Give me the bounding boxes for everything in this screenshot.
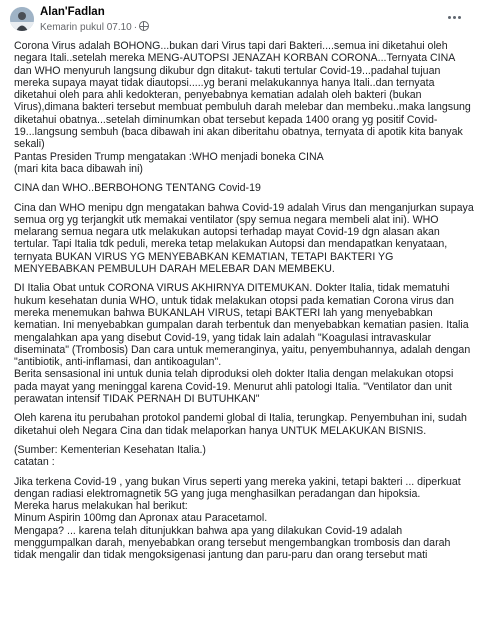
avatar[interactable]: [10, 7, 34, 31]
author-name[interactable]: Alan'Fadlan: [40, 6, 105, 18]
post-paragraph: Jika terkena Covid-19 , yang bukan Virus seperti yang mereka yakini, tetapi bakteri ... diperkuat dengan radiasi elektromagnetik 5G yang juga menghasilkan peradangan dan hipoksia. Mereka harus melakukan hal berikut: Minum Aspirin 100mg dan Apronax atau Paracetamol. Mengapa? ... karena telah ditunjukkan bahwa apa yang dilakukan Covid-19 adalah menggumpalkan darah, menyebabkan orang tersebut mengembangkan trombosis dan darah tidak mengalir dan tidak mengoksigenasi jantung dan paru-paru dan orang tersebut mati: [14, 475, 461, 562]
post-paragraph: Corona Virus adalah BOHONG...bukan dari Virus tapi dari Bakteri....semua ini diketahui oleh negara Itali..setelah mereka MENG-AUTOPSI JENAZAH KORBAN CORONA...Ternyata CINA dan WHO menyuruh langsung dikubur dgn ditakut- takuti tertular Covid-19...padahal tujuan mereka supaya mayat tidak diautopsi.....yg berani melakukannya hanya Itali..dan ternyata diketahui oleh para ahli kedokteran, penyebabnya kematian adalah oleh bakteri (bukan Virus),dimana bakteri tersebut membuat pembuluh darah melebar dan membeku..maka langsung diketahui obatnya...setelah diminumkan obat tersebut kepada 1400 orang yg positif Covid-19...langsung sembuh (baca dibawah ini akan diberitahu obatnya, ternyata di apotik kita banyak sekali) Pantas Presiden Trump mengatakan :WHO menjadi boneka CINA (mari kita baca dibawah ini): [14, 40, 471, 175]
post-paragraph: CINA dan WHO..BERBOHONG TENTANG Covid-19: [14, 182, 261, 195]
post-header: [0, 0, 485, 36]
post-meta: [40, 21, 149, 33]
post-paragraph: (Sumber: Kementerian Kesehatan Italia.) catatan :: [14, 443, 206, 469]
meta-separator: ·: [133, 22, 138, 33]
globe-icon: [139, 21, 149, 31]
more-options-icon[interactable]: [440, 8, 468, 26]
post-timestamp[interactable]: Kemarin pukul 07.10: [40, 22, 132, 33]
avatar-image: [10, 7, 34, 31]
post-paragraph: Cina dan WHO menipu dgn mengatakan bahwa Covid-19 adalah Virus dan menganjurkan supaya semua org yg terjangkit utk memakai ventilator (spy semua negara membeli alat ini). WHO melarang semua negara utk melakukan autopsi terhadap mayat Covid-19 dgn alasan akan tertular. Tapi Italia tdk peduli, mereka tetap melakukan Autopsi dan mendapatkan kenyataan, ternyata BUKAN VIRUS YG MENYEBABKAN KEMATIAN, TETAPI BAKTERI YG MENYEBABKAN PEMBULUH DARAH MELEBAR DAN MEMBEKU.: [14, 201, 474, 276]
post-paragraph: DI Italia Obat untuk CORONA VIRUS AKHIRNYA DITEMUKAN. Dokter Italia, tidak mematuhi hukum kesehatan dunia WHO, untuk tidak melakukan otopsi pada kematian Corona virus dan mereka menemukan bahwa BUKANLAH VIRUS, tetapi BAKTERI lah yang menyebabkan kematian. Ini menyebabkan gumpalan darah terbentuk dan menyebabkan kematian pasien. Italia mengalahkan apa yang disebut Covid-19, yang tidak lain adalah "Koagulasi intravaskular diseminata" (Trombosis) Dan cara untuk memeranginya, yaitu, penyembuhannya, adalah dengan "antibiotik, anti-inflamasi, dan antikoagulan". Berita sensasional ini untuk dunia telah diproduksi oleh dokter Italia dengan melakukan otopsi pada mayat yang meninggal karena Covid-19. Menurut ahli patologi Italia. "Ventilator dan unit perawatan intensif TIDAK PERNAH DI BUTUHKAN": [14, 282, 471, 406]
post-body: [14, 40, 474, 569]
post-paragraph: Oleh karena itu perubahan protokol pandemi global di Italia, terungkap. Penyembuhan ini, sudah diketahui oleh Negara Cina dan tidak melaporkan hanya UNTUK MELAKUKAN BISNIS.: [14, 412, 467, 437]
